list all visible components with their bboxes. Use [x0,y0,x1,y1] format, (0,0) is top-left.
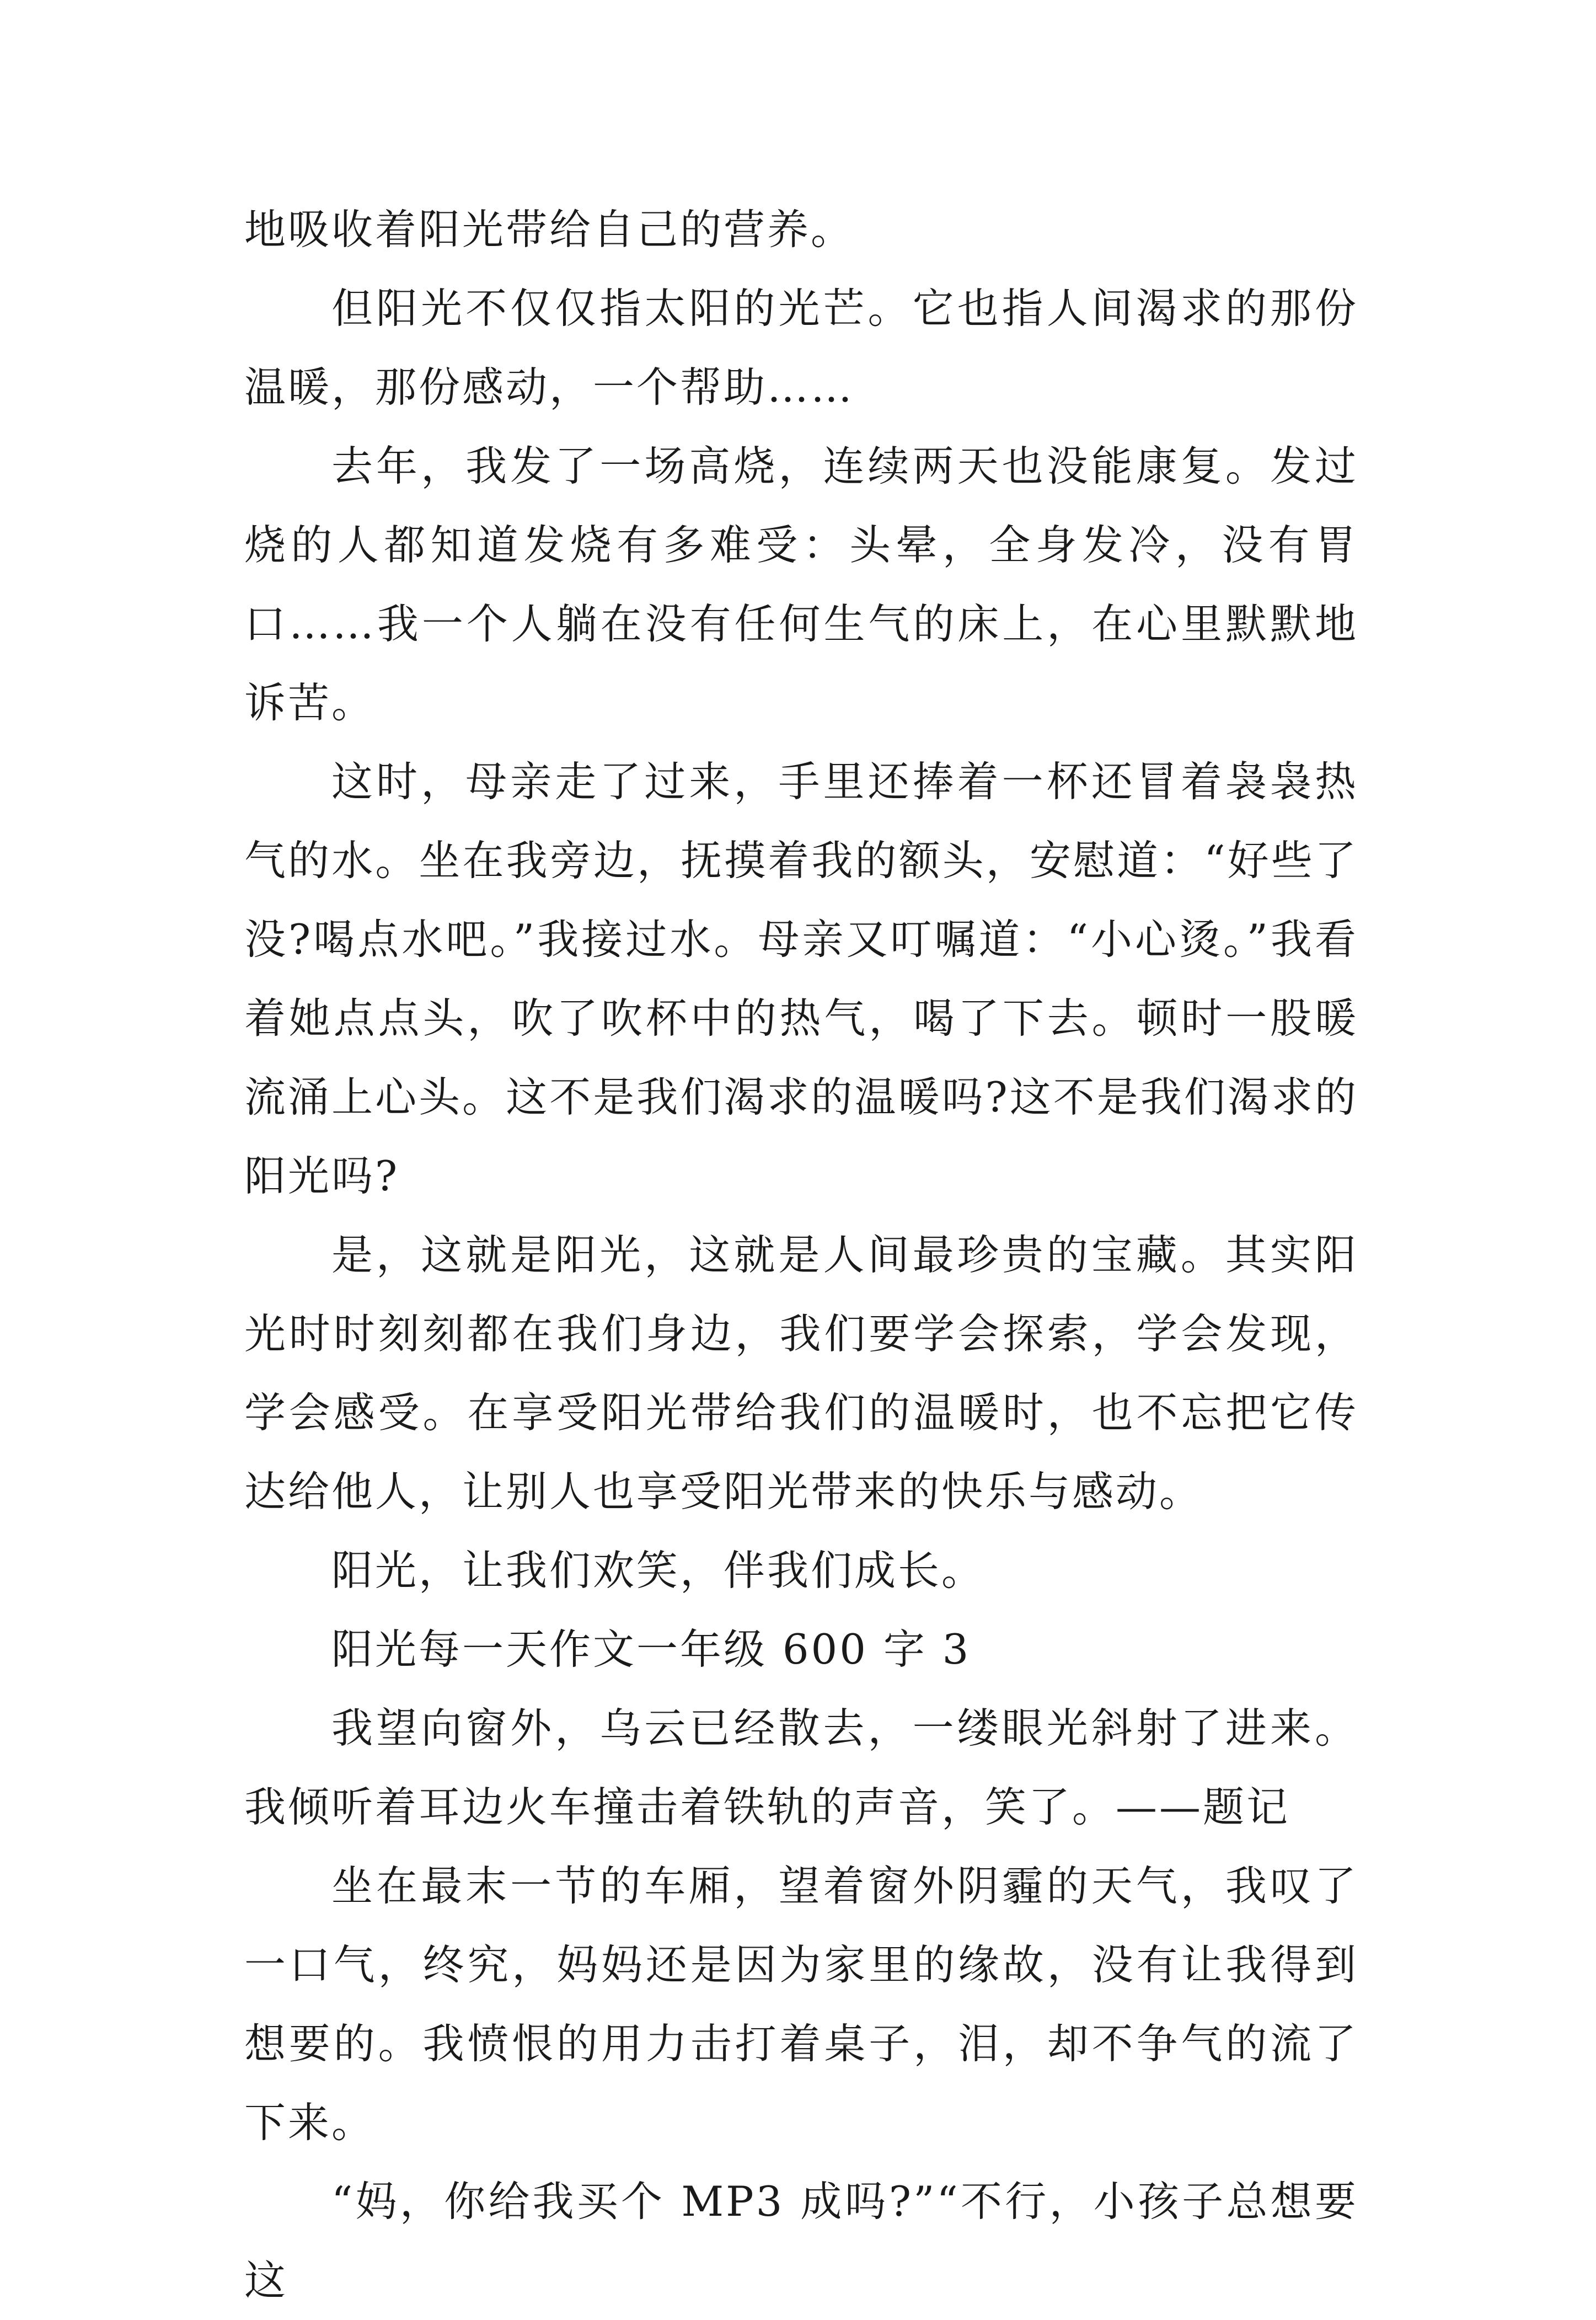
paragraph: “妈，你给我买个 MP3 成吗?”“不行，小孩子总想要这 [244,2177,1358,2305]
paragraph: 是，这就是阳光，这就是人间最珍贵的宝藏。其实阳光时时刻刻都在我们身边，我们要学会探索，学会发现，学会感受。在享受阳光带给我们的温暖时，也不忘把它传达给他人，让别人也享受阳光带来的快乐与感动。 [244,1231,1358,1516]
document-body [244,190,1358,2320]
paragraph: 这时，母亲走了过来，手里还捧着一杯还冒着袅袅热气的水。坐在我旁边，抚摸着我的额头，安慰道：“好些了没?喝点水吧。”我接过水。母亲又叮嘱道：“小心烫。”我看着她点点头，吹了吹杯中的热气，喝了下去。顿时一股暖流涌上心头。这不是我们渴求的温暖吗?这不是我们渴求的阳光吗? [244,757,1358,1200]
paragraph: 地吸收着阳光带给自己的营养。 [244,205,855,254]
paragraph: 阳光，让我们欢笑，伴我们成长。 [331,1546,986,1595]
paragraph: 坐在最末一节的车厢，望着窗外阴霾的天气，我叹了一口气，终究，妈妈还是因为家里的缘故，没有让我得到想要的。我愤恨的用力击打着桌子，泪，却不争气的流了下来。 [244,1862,1358,2147]
paragraph: 但阳光不仅仅指太阳的光芒。它也指人间渴求的那份温暖，那份感动，一个帮助…… [244,284,1358,411]
section-heading: 阳光每一天作文一年级 600 字 3 [331,1625,971,1674]
paragraph: 去年，我发了一场高烧，连续两天也没能康复。发过烧的人都知道发烧有多难受：头晕，全身发冷，没有胃口……我一个人躺在没有任何生气的床上，在心里默默地诉苦。 [244,442,1358,727]
paragraph: 我望向窗外，乌云已经散去，一缕眼光斜射了进来。我倾听着耳边火车撞击着铁轨的声音，笑了。——题记 [244,1704,1358,1831]
